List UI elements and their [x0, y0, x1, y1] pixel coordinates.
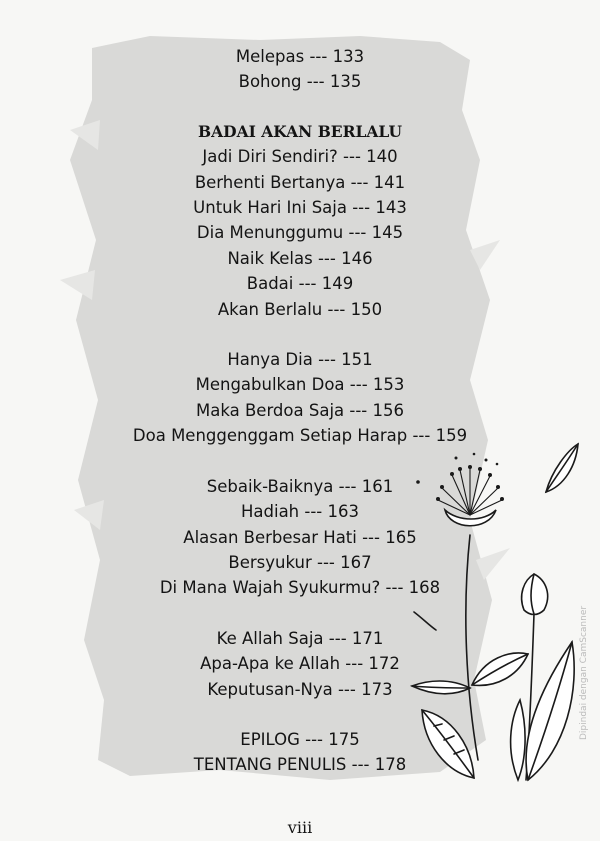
toc-entry: Naik Kelas --- 146 [227, 248, 373, 268]
toc-entry: Dia Menunggumu --- 145 [196, 223, 404, 243]
scanner-watermark: Dipindai dengan CamScanner [579, 605, 589, 740]
toc-entry: Bersyukur --- 167 [228, 552, 372, 572]
toc-entry: Alasan Berbesar Hati --- 165 [183, 527, 417, 547]
toc-entry: Bohong --- 135 [238, 72, 362, 92]
toc-entry: Sebaik-Baiknya --- 161 [206, 476, 394, 496]
toc-entry: TENTANG PENULIS --- 178 [193, 755, 407, 775]
toc-entry: Badai --- 149 [246, 274, 354, 294]
toc-entry: Apa-Apa ke Allah --- 172 [200, 654, 400, 674]
toc-entry: Doa Menggenggam Setiap Harap --- 159 [132, 426, 468, 446]
toc-entry: Mengabulkan Doa --- 153 [195, 375, 405, 395]
toc-entry: Untuk Hari Ini Saja --- 143 [193, 198, 407, 218]
flower-illustration [400, 430, 580, 790]
page-number: viii [287, 818, 313, 837]
toc-entry: Hadiah --- 163 [241, 502, 359, 522]
toc-entry: Keputusan-Nya --- 173 [207, 679, 393, 699]
toc-entry: Akan Berlalu --- 150 [217, 299, 383, 319]
toc-entry: Hanya Dia --- 151 [227, 350, 373, 370]
toc-entry: Di Mana Wajah Syukurmu? --- 168 [159, 578, 441, 598]
toc-entry: Jadi Diri Sendiri? --- 140 [202, 147, 398, 167]
section-title: BADAI AKAN BERLALU [198, 121, 402, 141]
toc-entry: Berhenti Bertanya --- 141 [194, 172, 406, 192]
toc-entry: Ke Allah Saja --- 171 [216, 628, 384, 648]
toc-entry: Maka Berdoa Saja --- 156 [196, 400, 404, 420]
toc-entry: Melepas --- 133 [235, 47, 365, 66]
toc-entry: EPILOG --- 175 [240, 729, 360, 749]
